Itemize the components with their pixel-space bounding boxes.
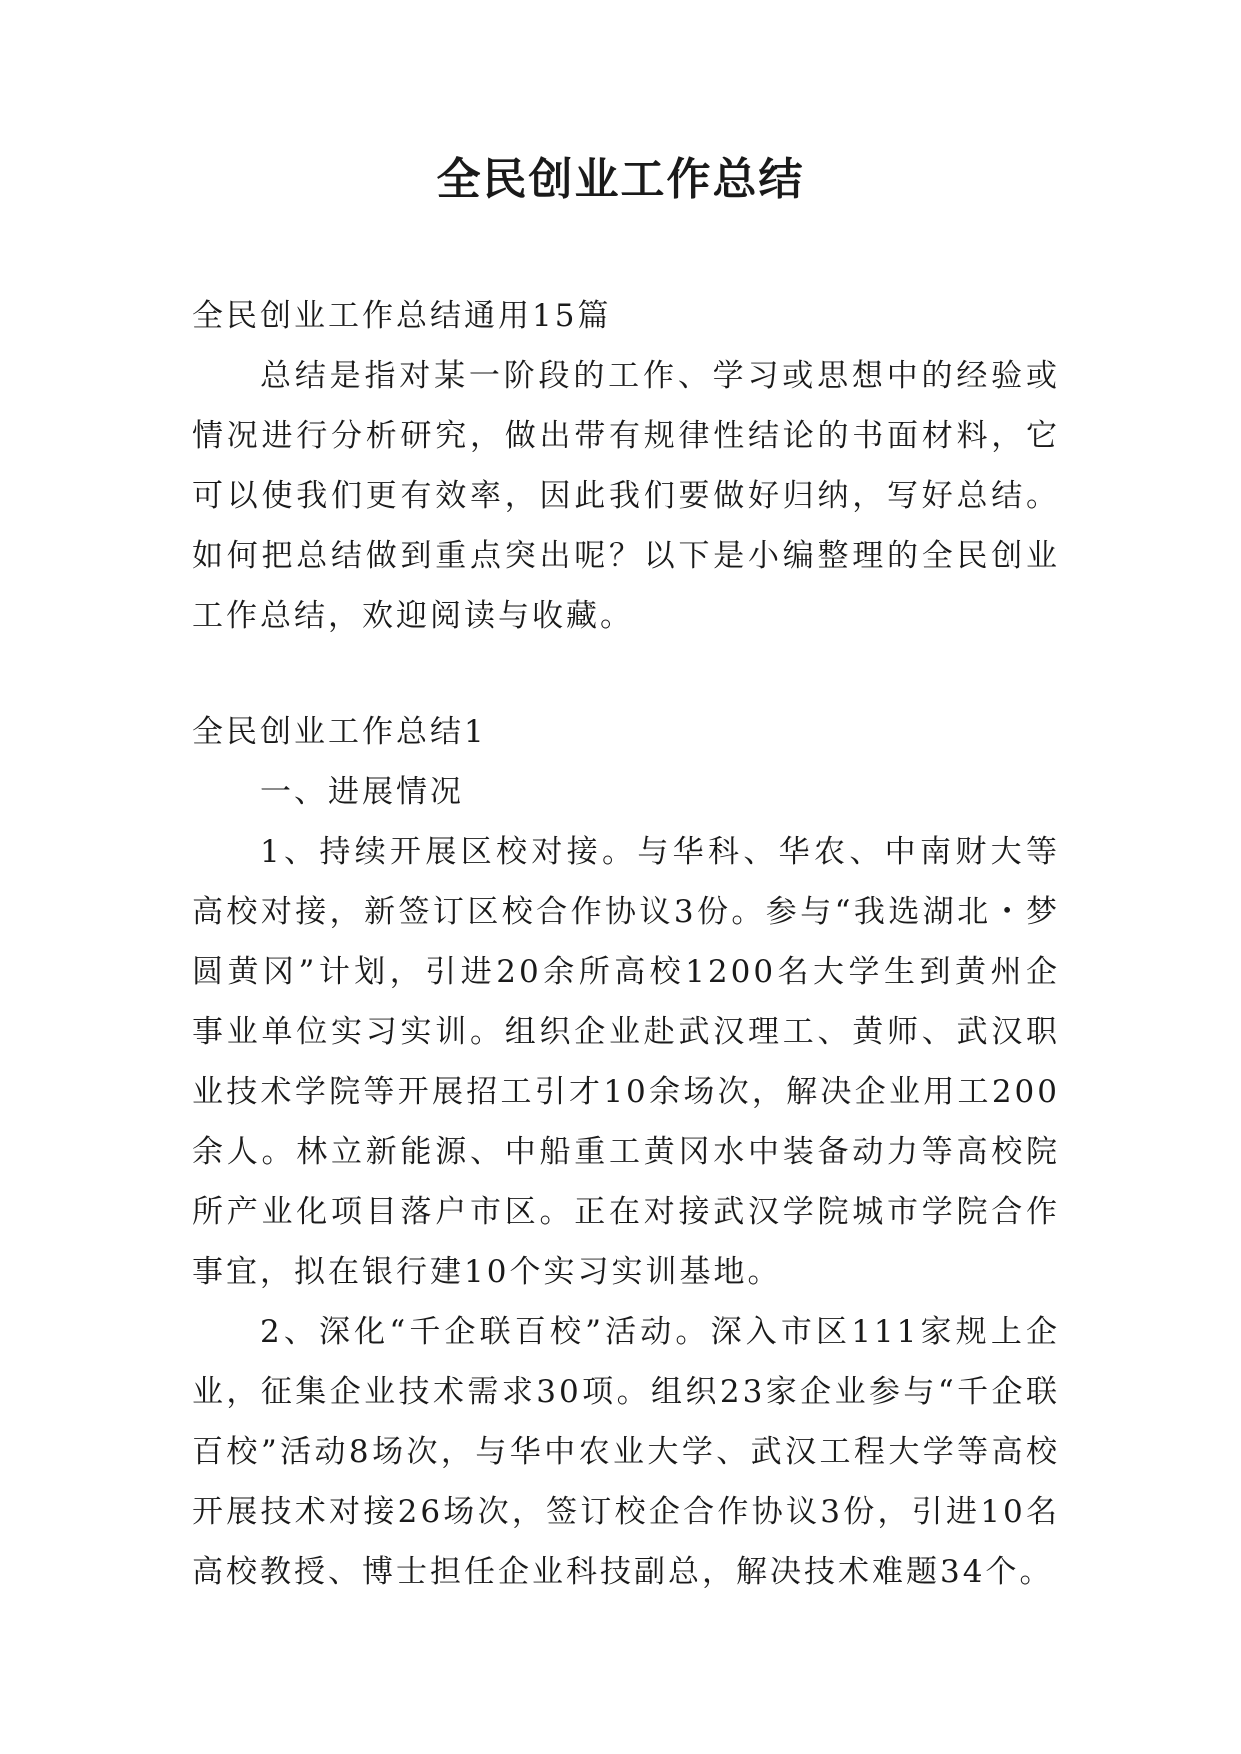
intro-paragraph: 总结是指对某一阶段的工作、学习或思想中的经验或情况进行分析研究，做出带有规律性结论的书面材料，它可以使我们更有效率，因此我们要做好归纳，写好总结。如何把总结做到重点突出呢？以下是小编整理的全民创业工作总结，欢迎阅读与收藏。 <box>192 358 1060 634</box>
intro-subtitle: 全民创业工作总结通用15篇 <box>192 298 612 334</box>
section-1-subheading: 一、进展情况 <box>260 774 464 810</box>
intro-section <box>192 286 1060 646</box>
document-title: 全民创业工作总结 <box>436 154 805 205</box>
section-1-item-1: 1、持续开展区校对接。与华科、华农、中南财大等高校对接，新签订区校合作协议3份。参与“我选湖北・梦圆黄冈”计划，引进20余所高校1200名大学生到黄州企事业单位实习实训。组织企业赴武汉理工、黄师、武汉职业技术学院等开展招工引才10余场次，解决企业用工200余人。林立新能源、中船重工黄冈水中装备动力等高校院所产业化项目落户市区。正在对接武汉学院城市学院合作事宜，拟在银行建10个实习实训基地。 <box>192 834 1060 1290</box>
section-1-item-2: 2、深化“千企联百校”活动。深入市区111家规上企业，征集企业技术需求30项。组织23家企业参与“千企联百校”活动8场次，与华中农业大学、武汉工程大学等高校开展技术对接26场次，签订校企合作协议3份，引进10名高校教授、博士担任企业科技副总，解决技术难题34个。 <box>192 1314 1060 1590</box>
section-1 <box>192 702 1060 1602</box>
section-1-heading: 全民创业工作总结1 <box>192 714 487 750</box>
